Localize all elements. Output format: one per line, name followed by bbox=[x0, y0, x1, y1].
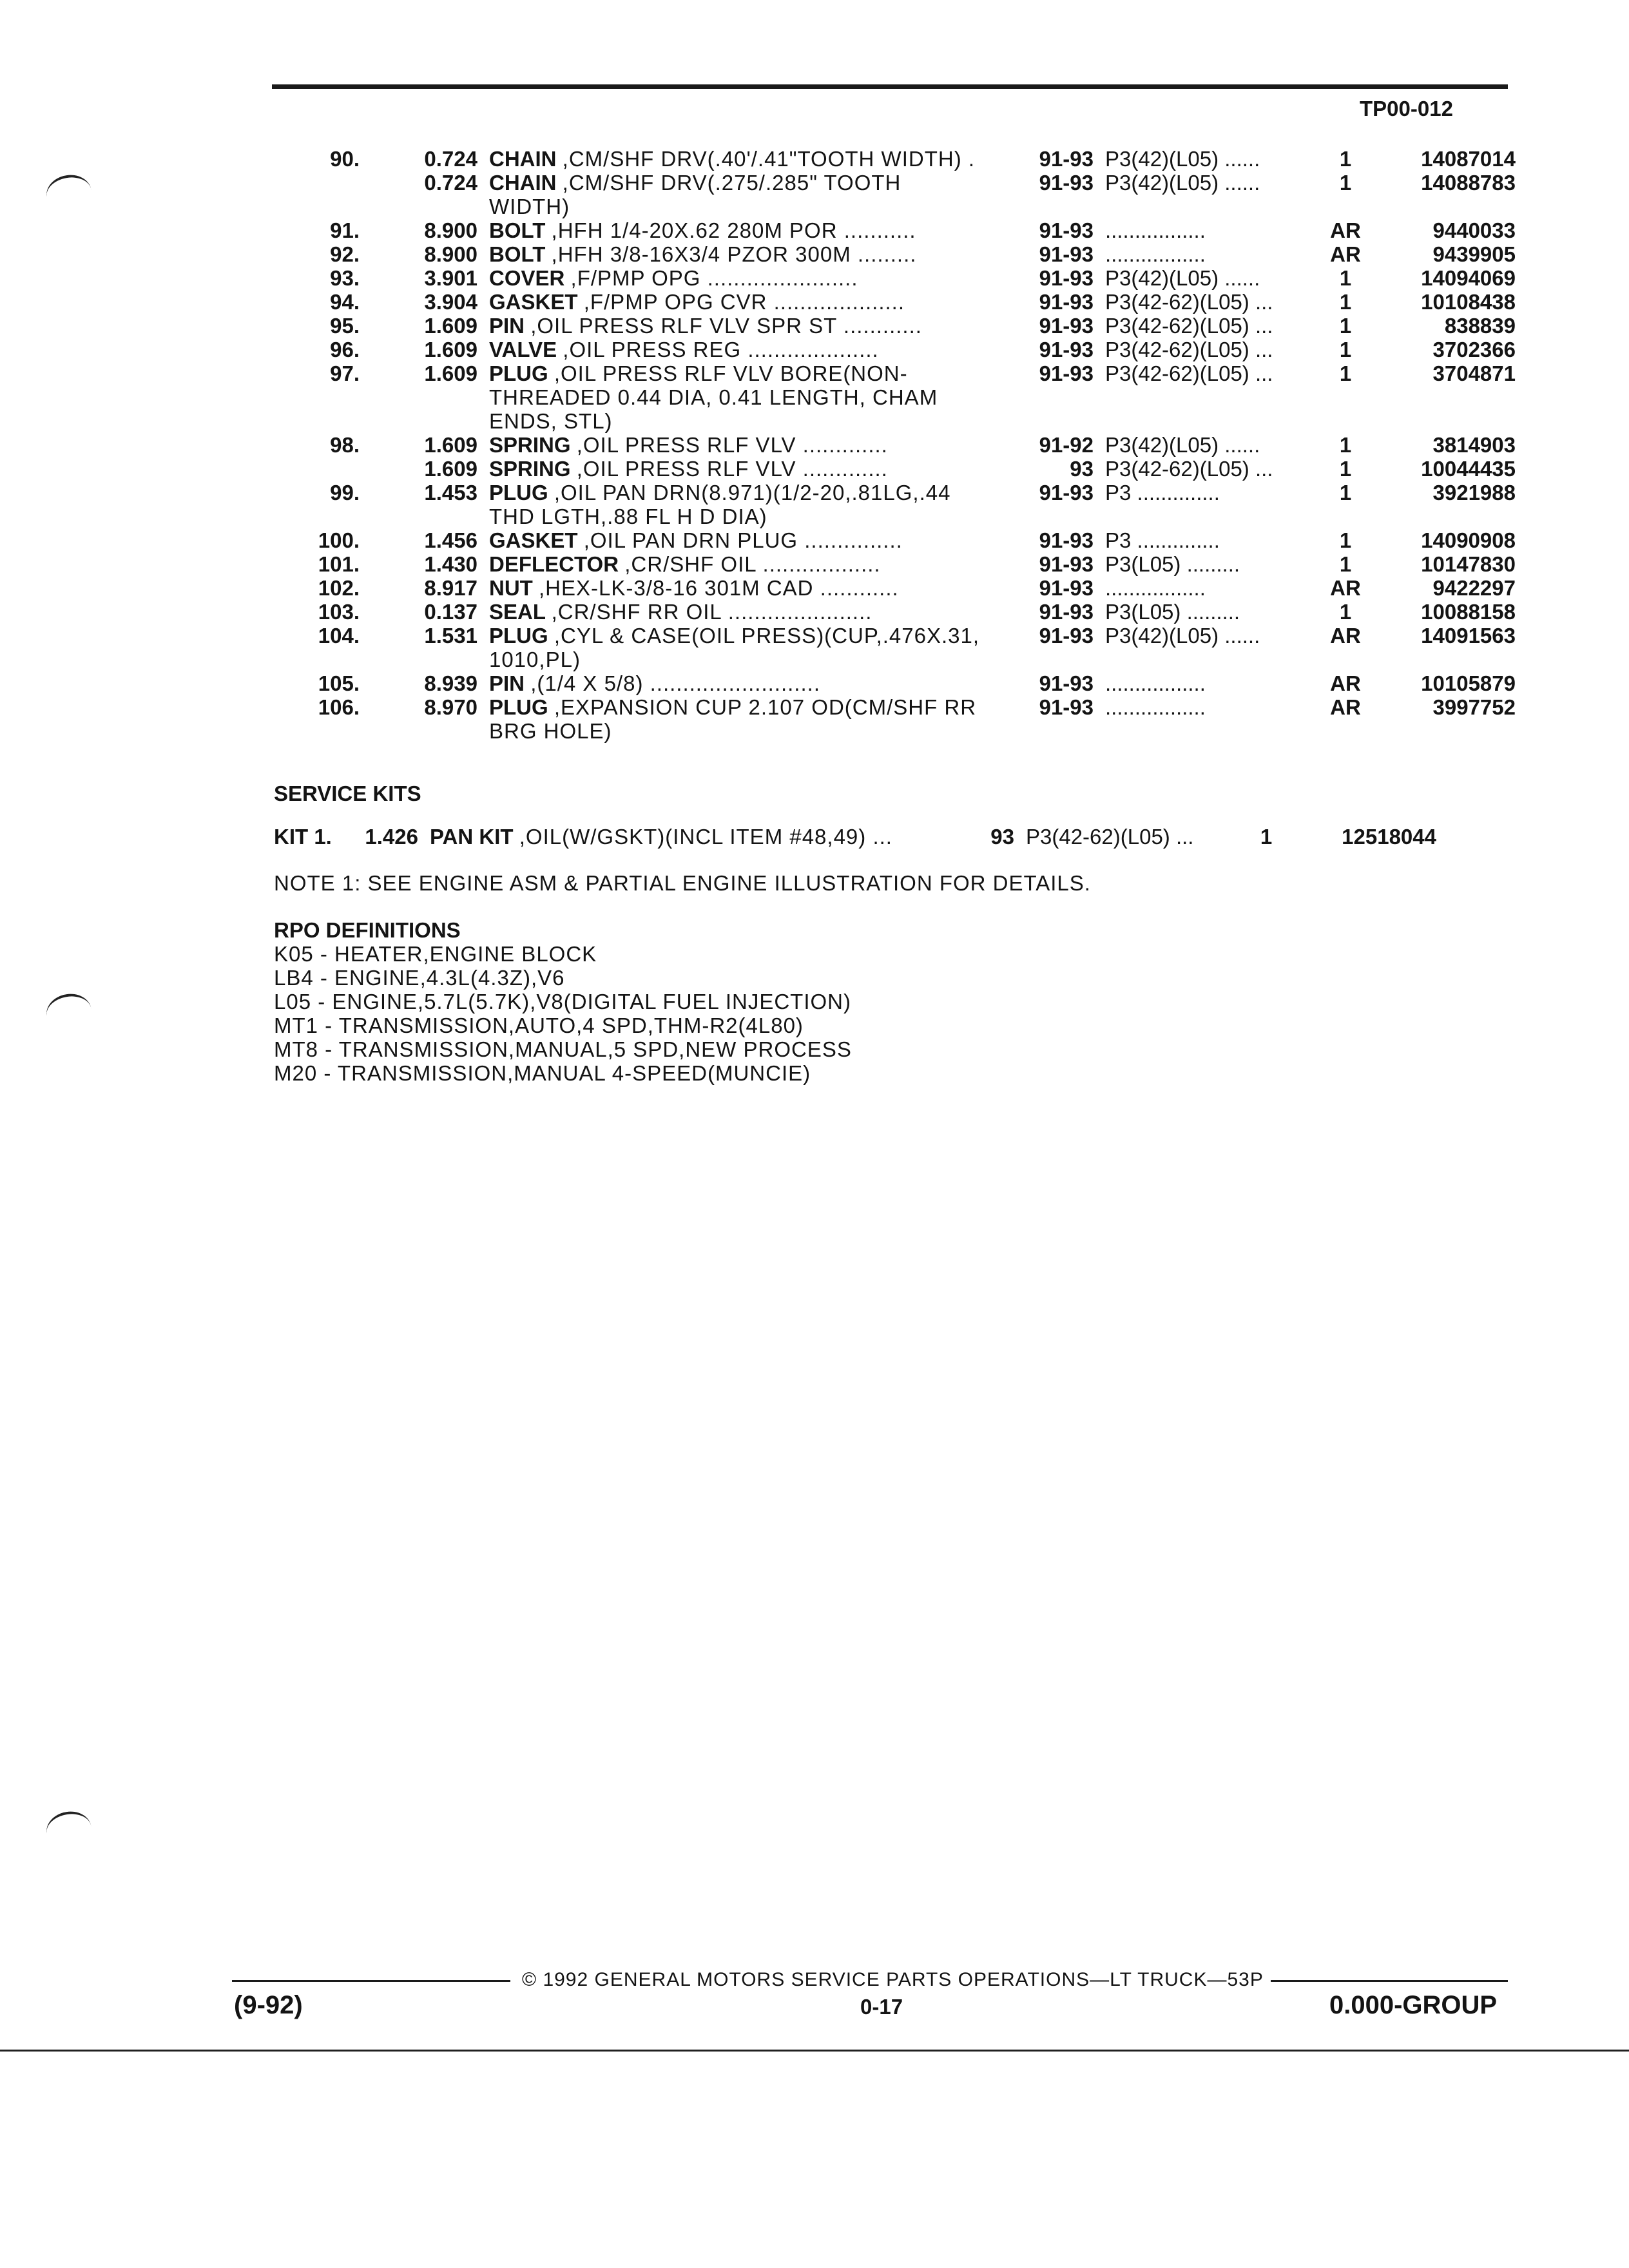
group-number: 8.917 bbox=[424, 576, 477, 600]
part-description bbox=[477, 695, 1015, 743]
part-name: CHAIN bbox=[489, 147, 557, 171]
part-detail: ,HFH 3/8-16X3/4 PZOR 300M bbox=[551, 242, 851, 266]
parts-row bbox=[258, 147, 1516, 171]
item-number: 102. bbox=[318, 576, 360, 600]
usage-code: ................. bbox=[1105, 671, 1206, 695]
part-description bbox=[477, 361, 1015, 433]
parts-row bbox=[258, 600, 1516, 624]
usage-code: ................. bbox=[1105, 695, 1206, 719]
usage-code: P3(42)(L05) ...... bbox=[1105, 147, 1260, 171]
usage-code: P3(L05) ......... bbox=[1105, 600, 1240, 624]
model-years: 91-93 bbox=[1039, 528, 1094, 552]
part-name: GASKET bbox=[489, 528, 578, 552]
part-number: 10108438 bbox=[1421, 290, 1516, 314]
quantity: AR bbox=[1330, 695, 1361, 719]
model-years: 91-93 bbox=[1039, 481, 1094, 505]
quantity: 1 bbox=[1260, 825, 1273, 849]
group-number: 1.609 bbox=[424, 314, 477, 338]
part-name: PLUG bbox=[489, 624, 548, 648]
part-detail: ,HEX-LK-3/8-16 301M CAD bbox=[539, 576, 814, 600]
parts-row bbox=[258, 433, 1516, 457]
parts-row bbox=[258, 218, 1516, 242]
item-number: 91. bbox=[330, 218, 360, 242]
quantity: AR bbox=[1330, 218, 1361, 242]
part-detail: ,CR/SHF RR OIL bbox=[551, 600, 722, 624]
part-description bbox=[477, 671, 1015, 695]
dot-leader: ....................... bbox=[700, 266, 858, 290]
dot-leader: ............... bbox=[798, 528, 903, 552]
dot-leader: ............. bbox=[796, 433, 888, 457]
part-number: 9440033 bbox=[1432, 218, 1516, 242]
dot-leader: ............. bbox=[796, 457, 888, 481]
part-name: PLUG bbox=[489, 361, 548, 385]
part-number: 3814903 bbox=[1432, 433, 1516, 457]
dot-leader: .................. bbox=[756, 552, 881, 576]
part-detail: ,OIL PAN DRN(8.971)(1/2-20,.81LG,.44 THD LGTH,.88 FL H D DIA) bbox=[489, 481, 951, 528]
item-number: 96. bbox=[330, 338, 360, 361]
usage-code: P3(42-62)(L05) ... bbox=[1105, 338, 1273, 361]
parts-row bbox=[258, 266, 1516, 290]
part-description bbox=[477, 481, 1015, 528]
model-years: 91-93 bbox=[1039, 552, 1094, 576]
part-number: 3704871 bbox=[1432, 361, 1516, 385]
part-name: BOLT bbox=[489, 218, 546, 242]
group-number: 8.900 bbox=[424, 242, 477, 266]
model-years: 91-93 bbox=[1039, 338, 1094, 361]
part-number: 9439905 bbox=[1432, 242, 1516, 266]
part-name: PLUG bbox=[489, 481, 548, 505]
copyright-line: © 1992 GENERAL MOTORS SERVICE PARTS OPERATIONS—LT TRUCK—53P bbox=[522, 1969, 1264, 1990]
usage-code: P3(42)(L05) ...... bbox=[1105, 624, 1260, 648]
part-name: BOLT bbox=[489, 242, 546, 266]
part-number: 12518044 bbox=[1342, 825, 1436, 849]
model-years: 91-93 bbox=[1039, 171, 1094, 195]
group-number: 3.904 bbox=[424, 290, 477, 314]
footer-rule bbox=[232, 1980, 510, 1982]
quantity: AR bbox=[1330, 671, 1361, 695]
binder-hole-mark bbox=[44, 990, 92, 1020]
parts-row bbox=[258, 457, 1516, 481]
group-number: 3.901 bbox=[424, 266, 477, 290]
model-years: 91-93 bbox=[1039, 290, 1094, 314]
usage-code: P3(42-62)(L05) ... bbox=[1105, 361, 1273, 385]
item-number: 100. bbox=[318, 528, 360, 552]
part-description bbox=[477, 171, 1015, 218]
footer-rule bbox=[1271, 1980, 1508, 1982]
rpo-item: MT1 - TRANSMISSION,AUTO,4 SPD,THM-R2(4L80) bbox=[274, 1014, 804, 1037]
group-number: 8.939 bbox=[424, 671, 477, 695]
quantity: 1 bbox=[1339, 147, 1352, 171]
dot-leader: ... bbox=[866, 825, 892, 849]
group-label: 0.000-GROUP bbox=[1329, 1991, 1498, 2019]
part-detail: ,EXPANSION CUP 2.107 OD(CM/SHF RR BRG HOLE) bbox=[489, 695, 977, 743]
parts-row bbox=[258, 290, 1516, 314]
model-years: 91-93 bbox=[1039, 218, 1094, 242]
part-detail: ,OIL PRESS RLF VLV SPR ST bbox=[530, 314, 837, 338]
part-description bbox=[477, 147, 1015, 171]
parts-table bbox=[258, 147, 1516, 743]
rpo-heading: RPO DEFINITIONS bbox=[274, 918, 461, 942]
usage-code: P3 .............. bbox=[1105, 528, 1220, 552]
rpo-item: LB4 - ENGINE,4.3L(4.3Z),V6 bbox=[274, 966, 565, 990]
part-number: 10088158 bbox=[1421, 600, 1516, 624]
bottom-rule bbox=[0, 2050, 1629, 2052]
item-number: 98. bbox=[330, 433, 360, 457]
part-name: PLUG bbox=[489, 695, 548, 719]
quantity: AR bbox=[1330, 624, 1361, 648]
item-number: 99. bbox=[330, 481, 360, 505]
document-code: TP00-012 bbox=[1360, 97, 1453, 120]
group-number: 1.426 bbox=[365, 825, 418, 849]
item-number: 90. bbox=[330, 147, 360, 171]
group-number: 1.609 bbox=[424, 433, 477, 457]
quantity: 1 bbox=[1339, 481, 1352, 505]
part-number: 3997752 bbox=[1432, 695, 1516, 719]
parts-row bbox=[258, 695, 1516, 743]
quantity: 1 bbox=[1339, 266, 1352, 290]
part-name: VALVE bbox=[489, 338, 557, 361]
item-number: 104. bbox=[318, 624, 360, 648]
binder-hole-mark bbox=[44, 171, 92, 201]
part-number: 14088783 bbox=[1421, 171, 1516, 195]
quantity: 1 bbox=[1339, 433, 1352, 457]
group-number: 0.137 bbox=[424, 600, 477, 624]
date-code: (9-92) bbox=[234, 1991, 303, 2019]
part-description bbox=[418, 825, 937, 849]
usage-code: P3(L05) ......... bbox=[1105, 552, 1240, 576]
part-description bbox=[477, 218, 1015, 242]
rpo-item: L05 - ENGINE,5.7L(5.7K),V8(DIGITAL FUEL INJECTION) bbox=[274, 990, 851, 1014]
part-name: PIN bbox=[489, 671, 525, 695]
quantity: 1 bbox=[1339, 552, 1352, 576]
part-description bbox=[477, 576, 1015, 600]
quantity: 1 bbox=[1339, 171, 1352, 195]
usage-code: P3(42)(L05) ...... bbox=[1105, 171, 1260, 195]
group-number: 8.970 bbox=[424, 695, 477, 719]
dot-leader: ............ bbox=[836, 314, 922, 338]
binder-hole-mark bbox=[44, 1808, 92, 1838]
part-description bbox=[477, 600, 1015, 624]
quantity: 1 bbox=[1339, 338, 1352, 361]
part-description bbox=[477, 314, 1015, 338]
parts-row bbox=[258, 338, 1516, 361]
part-detail: ,(1/4 X 5/8) bbox=[530, 671, 644, 695]
parts-row bbox=[258, 552, 1516, 576]
dot-leader: ...................... bbox=[721, 600, 872, 624]
part-description bbox=[477, 624, 1015, 671]
quantity: 1 bbox=[1339, 314, 1352, 338]
item-number: 105. bbox=[318, 671, 360, 695]
model-years: 91-93 bbox=[1039, 671, 1094, 695]
item-number: 92. bbox=[330, 242, 360, 266]
usage-code: P3 .............. bbox=[1105, 481, 1220, 505]
part-name: DEFLECTOR bbox=[489, 552, 619, 576]
group-number: 1.453 bbox=[424, 481, 477, 505]
usage-code: ................. bbox=[1105, 242, 1206, 266]
part-description bbox=[477, 528, 1015, 552]
model-years: 91-92 bbox=[1039, 433, 1094, 457]
part-number: 14087014 bbox=[1421, 147, 1516, 171]
service-kits-list bbox=[274, 825, 1436, 849]
part-number: 14091563 bbox=[1421, 624, 1516, 648]
part-detail: ,OIL PAN DRN PLUG bbox=[583, 528, 798, 552]
kit-row bbox=[274, 825, 1436, 849]
part-detail: ,F/PMP OPG CVR bbox=[583, 290, 767, 314]
page-number: 0-17 bbox=[860, 1995, 903, 2019]
part-number: 9422297 bbox=[1432, 576, 1516, 600]
model-years: 91-93 bbox=[1039, 600, 1094, 624]
dot-leader: .................... bbox=[767, 290, 905, 314]
parts-row bbox=[258, 481, 1516, 528]
model-years: 91-93 bbox=[1039, 314, 1094, 338]
model-years: 91-93 bbox=[1039, 576, 1094, 600]
part-number: 3702366 bbox=[1432, 338, 1516, 361]
group-number: 0.724 bbox=[424, 147, 477, 171]
part-number: 10105879 bbox=[1421, 671, 1516, 695]
dot-leader: .......................... bbox=[643, 671, 820, 695]
note-line: NOTE 1: SEE ENGINE ASM & PARTIAL ENGINE ILLUSTRATION FOR DETAILS. bbox=[274, 871, 1091, 895]
parts-row bbox=[258, 624, 1516, 671]
part-detail: ,HFH 1/4-20X.62 280M POR bbox=[551, 218, 838, 242]
group-number: 1.430 bbox=[424, 552, 477, 576]
parts-row bbox=[258, 528, 1516, 552]
part-description bbox=[477, 266, 1015, 290]
part-detail: ,CR/SHF OIL bbox=[624, 552, 757, 576]
model-years: 91-93 bbox=[1039, 361, 1094, 385]
part-number: 10044435 bbox=[1421, 457, 1516, 481]
group-number: 1.456 bbox=[424, 528, 477, 552]
usage-code: ................. bbox=[1105, 576, 1206, 600]
group-number: 1.609 bbox=[424, 361, 477, 385]
usage-code: P3(42-62)(L05) ... bbox=[1105, 457, 1273, 481]
part-name: SPRING bbox=[489, 433, 571, 457]
part-detail: ,OIL PRESS RLF VLV bbox=[576, 457, 796, 481]
part-detail: ,CYL & CASE(OIL PRESS)(CUP,.476X.31, 1010,PL) bbox=[489, 624, 980, 671]
part-detail: ,F/PMP OPG bbox=[570, 266, 701, 290]
item-number: 106. bbox=[318, 695, 360, 719]
parts-row bbox=[258, 242, 1516, 266]
part-number: 10147830 bbox=[1421, 552, 1516, 576]
model-years: 91-93 bbox=[1039, 242, 1094, 266]
group-number: 8.900 bbox=[424, 218, 477, 242]
rpo-item: MT8 - TRANSMISSION,MANUAL,5 SPD,NEW PROCESS bbox=[274, 1037, 852, 1061]
item-number: 101. bbox=[318, 552, 360, 576]
item-number bbox=[258, 171, 360, 218]
group-number: 0.724 bbox=[424, 171, 477, 195]
model-years: 91-93 bbox=[1039, 147, 1094, 171]
part-name: COVER bbox=[489, 266, 565, 290]
item-number: 93. bbox=[330, 266, 360, 290]
dot-leader: ........... bbox=[837, 218, 916, 242]
part-detail: ,OIL PRESS RLF VLV BORE(NON- THREADED 0.44 DIA, 0.41 LENGTH, CHAM ENDS, STL) bbox=[489, 361, 938, 433]
part-number: 838839 bbox=[1444, 314, 1516, 338]
usage-code: P3(42-62)(L05) ... bbox=[1105, 290, 1273, 314]
quantity: AR bbox=[1330, 576, 1361, 600]
part-description bbox=[477, 552, 1015, 576]
quantity: 1 bbox=[1339, 290, 1352, 314]
group-number: 1.609 bbox=[424, 457, 477, 481]
usage-code: P3(42)(L05) ...... bbox=[1105, 266, 1260, 290]
rpo-item: K05 - HEATER,ENGINE BLOCK bbox=[274, 942, 597, 966]
quantity: 1 bbox=[1339, 600, 1352, 624]
part-detail: ,OIL PRESS REG bbox=[563, 338, 742, 361]
dot-leader: .................... bbox=[741, 338, 879, 361]
rpo-item: M20 - TRANSMISSION,MANUAL 4-SPEED(MUNCIE) bbox=[274, 1061, 811, 1085]
parts-row bbox=[258, 671, 1516, 695]
part-description bbox=[477, 290, 1015, 314]
kit-number: KIT 1. bbox=[274, 825, 332, 849]
part-description bbox=[477, 242, 1015, 266]
part-name: PAN KIT bbox=[430, 825, 514, 849]
part-detail: ,OIL PRESS RLF VLV bbox=[576, 433, 796, 457]
part-detail: ,CM/SHF DRV(.275/.285" TOOTH WIDTH) bbox=[489, 171, 901, 218]
parts-row bbox=[258, 576, 1516, 600]
part-name: SPRING bbox=[489, 457, 571, 481]
group-number: 1.531 bbox=[424, 624, 477, 648]
rpo-definitions bbox=[274, 918, 852, 1085]
item-number: 95. bbox=[330, 314, 360, 338]
quantity: AR bbox=[1330, 242, 1361, 266]
part-number: 14090908 bbox=[1421, 528, 1516, 552]
dot-leader: ............ bbox=[813, 576, 899, 600]
usage-code: P3(42-62)(L05) ... bbox=[1026, 825, 1194, 849]
item-number bbox=[258, 457, 360, 481]
item-number: 94. bbox=[330, 290, 360, 314]
part-name: SEAL bbox=[489, 600, 546, 624]
part-name: CHAIN bbox=[489, 171, 557, 195]
group-number: 1.609 bbox=[424, 338, 477, 361]
part-description bbox=[477, 433, 1015, 457]
part-description bbox=[477, 338, 1015, 361]
part-number: 14094069 bbox=[1421, 266, 1516, 290]
usage-code: P3(42-62)(L05) ... bbox=[1105, 314, 1273, 338]
part-name: NUT bbox=[489, 576, 533, 600]
item-number: 103. bbox=[318, 600, 360, 624]
part-detail: ,OIL(W/GSKT)(INCL ITEM #48,49) bbox=[519, 825, 867, 849]
part-detail: ,CM/SHF DRV(.40'/.41"TOOTH WIDTH) bbox=[562, 147, 962, 171]
model-years: 93 bbox=[990, 825, 1014, 849]
usage-code: P3(42)(L05) ...... bbox=[1105, 433, 1260, 457]
item-number: 97. bbox=[330, 361, 360, 385]
parts-row bbox=[258, 314, 1516, 338]
parts-row bbox=[258, 171, 1516, 218]
part-name: GASKET bbox=[489, 290, 578, 314]
dot-leader: . bbox=[961, 147, 976, 171]
quantity: 1 bbox=[1339, 361, 1352, 385]
part-name: PIN bbox=[489, 314, 525, 338]
part-number: 3921988 bbox=[1432, 481, 1516, 505]
part-description bbox=[477, 457, 1015, 481]
model-years: 91-93 bbox=[1039, 266, 1094, 290]
dot-leader: ......... bbox=[851, 242, 917, 266]
model-years: 91-93 bbox=[1039, 695, 1094, 719]
quantity: 1 bbox=[1339, 457, 1352, 481]
model-years: 91-93 bbox=[1039, 624, 1094, 648]
parts-row bbox=[258, 361, 1516, 433]
usage-code: ................. bbox=[1105, 218, 1206, 242]
top-rule bbox=[272, 84, 1508, 89]
service-kits-heading: SERVICE KITS bbox=[274, 782, 421, 805]
model-years: 93 bbox=[1070, 457, 1094, 481]
quantity: 1 bbox=[1339, 528, 1352, 552]
